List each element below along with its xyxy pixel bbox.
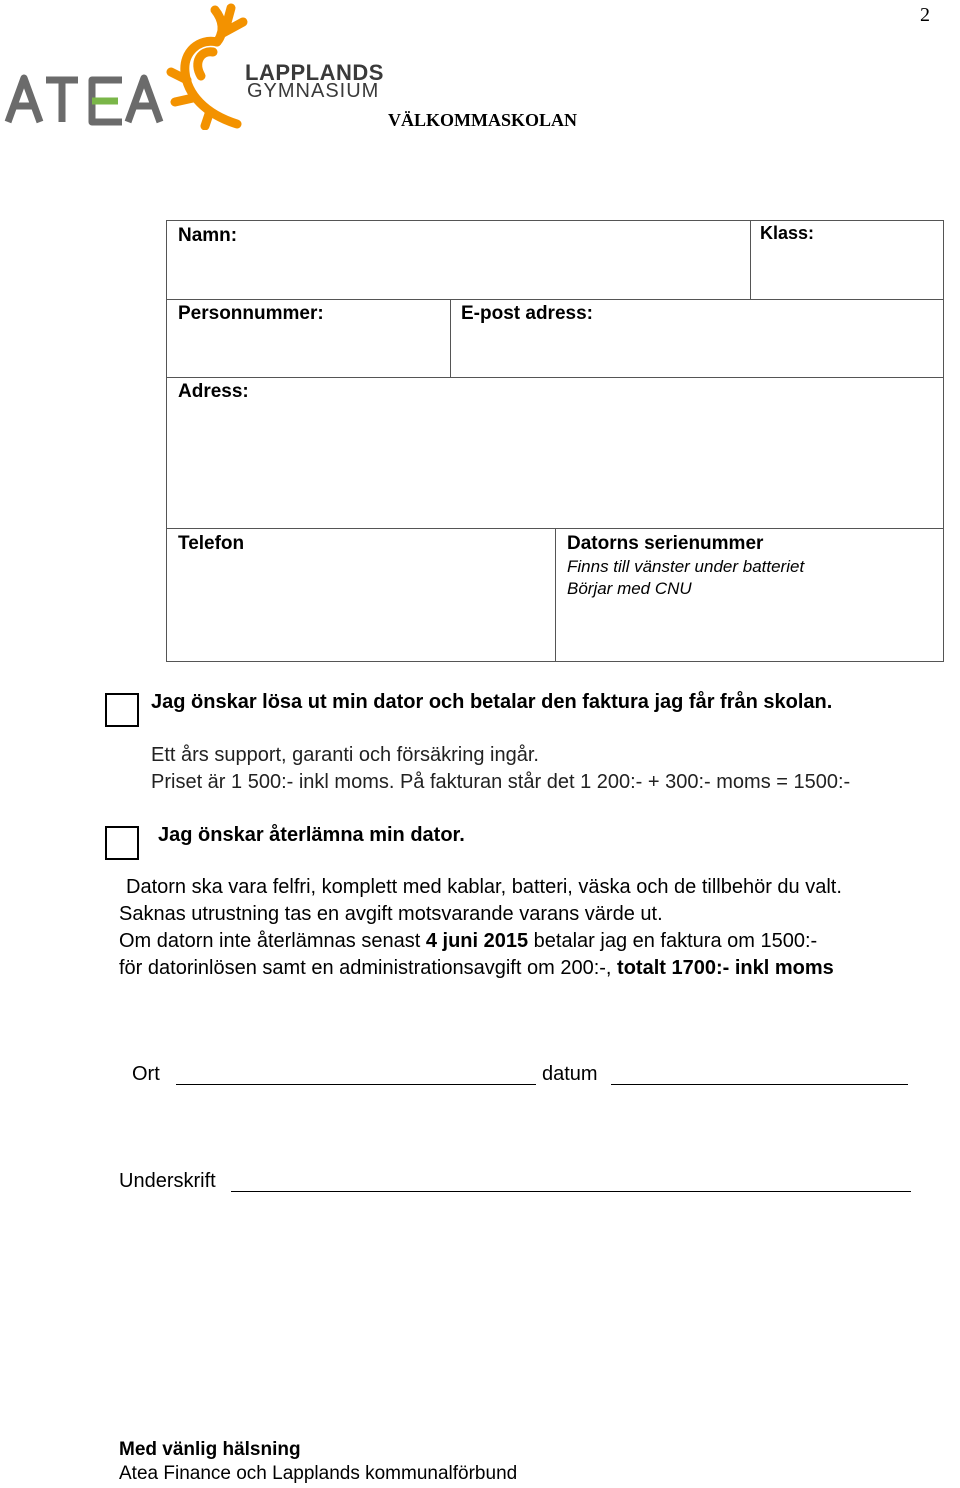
date-label: datum	[542, 1063, 598, 1085]
return-condition-text: Datorn ska vara felfri, komplett med kablar, batteri, väska och de tillbehör du valt.	[126, 876, 842, 898]
name-field[interactable]	[167, 221, 750, 299]
personal-number-field[interactable]	[167, 300, 450, 377]
email-field[interactable]	[451, 300, 943, 377]
place-label: Ort	[132, 1063, 160, 1085]
name-label: Namn:	[178, 225, 238, 246]
signature-input-line[interactable]	[231, 1191, 911, 1192]
phone-field[interactable]	[167, 529, 555, 661]
fee-total-text: för datorinlösen samt en administrationsavgift om 200:-, totalt 1700:- inkl moms	[119, 957, 834, 979]
class-label: Klass:	[760, 223, 815, 243]
place-input-line[interactable]	[176, 1084, 536, 1085]
buy-option-included: Ett års support, garanti och försäkring ingår.	[151, 744, 539, 766]
page-number: 2	[920, 4, 930, 26]
serial-hint-prefix: Börjar med CNU	[567, 579, 692, 598]
class-field[interactable]	[751, 221, 943, 299]
lapplands-wordmark: LAPPLANDS	[245, 60, 384, 85]
return-deadline-date: 4 juni 2015	[425, 930, 529, 952]
serial-hint-location: Finns till vänster under batteriet	[567, 557, 805, 576]
gymnasium-wordmark: GYMNASIUM	[247, 80, 380, 102]
phone-label: Telefon	[178, 533, 245, 554]
atea-logo-graphic	[4, 70, 169, 126]
personal-number-label: Personnummer:	[178, 303, 324, 324]
address-field[interactable]	[167, 378, 943, 528]
address-label: Adress:	[178, 381, 249, 402]
closing-sender: Atea Finance och Lapplands kommunalförbund	[119, 1463, 518, 1484]
return-computer-checkbox[interactable]	[105, 826, 139, 860]
serial-number-label: Datorns serienummer	[567, 533, 764, 554]
missing-equipment-text: Saknas utrustning tas en avgift motsvarande varans värde ut.	[119, 903, 663, 925]
page-title: VÄLKOMMASKOLAN	[388, 110, 577, 130]
student-info-form	[166, 220, 944, 662]
return-option-title: Jag önskar återlämna min dator.	[158, 824, 465, 846]
date-input-line[interactable]	[611, 1084, 908, 1085]
serial-number-field[interactable]	[556, 529, 943, 661]
buy-computer-checkbox[interactable]	[105, 693, 139, 727]
atea-logo	[4, 70, 169, 131]
email-label: E-post adress:	[461, 303, 593, 324]
fee-total-amount: totalt 1700:- inkl moms	[617, 957, 834, 979]
buy-option-price: Priset är 1 500:- inkl moms. På fakturan står det 1 200:- + 300:- moms = 1500:-	[151, 771, 851, 793]
return-deadline-text: Om datorn inte återlämnas senast 4 juni 2015 betalar jag en faktura om 1500:-	[119, 930, 818, 952]
buy-option-title: Jag önskar lösa ut min dator och betalar den faktura jag får från skolan.	[151, 691, 833, 713]
signature-label: Underskrift	[119, 1170, 216, 1192]
closing-greeting: Med vänlig hälsning	[119, 1439, 301, 1460]
